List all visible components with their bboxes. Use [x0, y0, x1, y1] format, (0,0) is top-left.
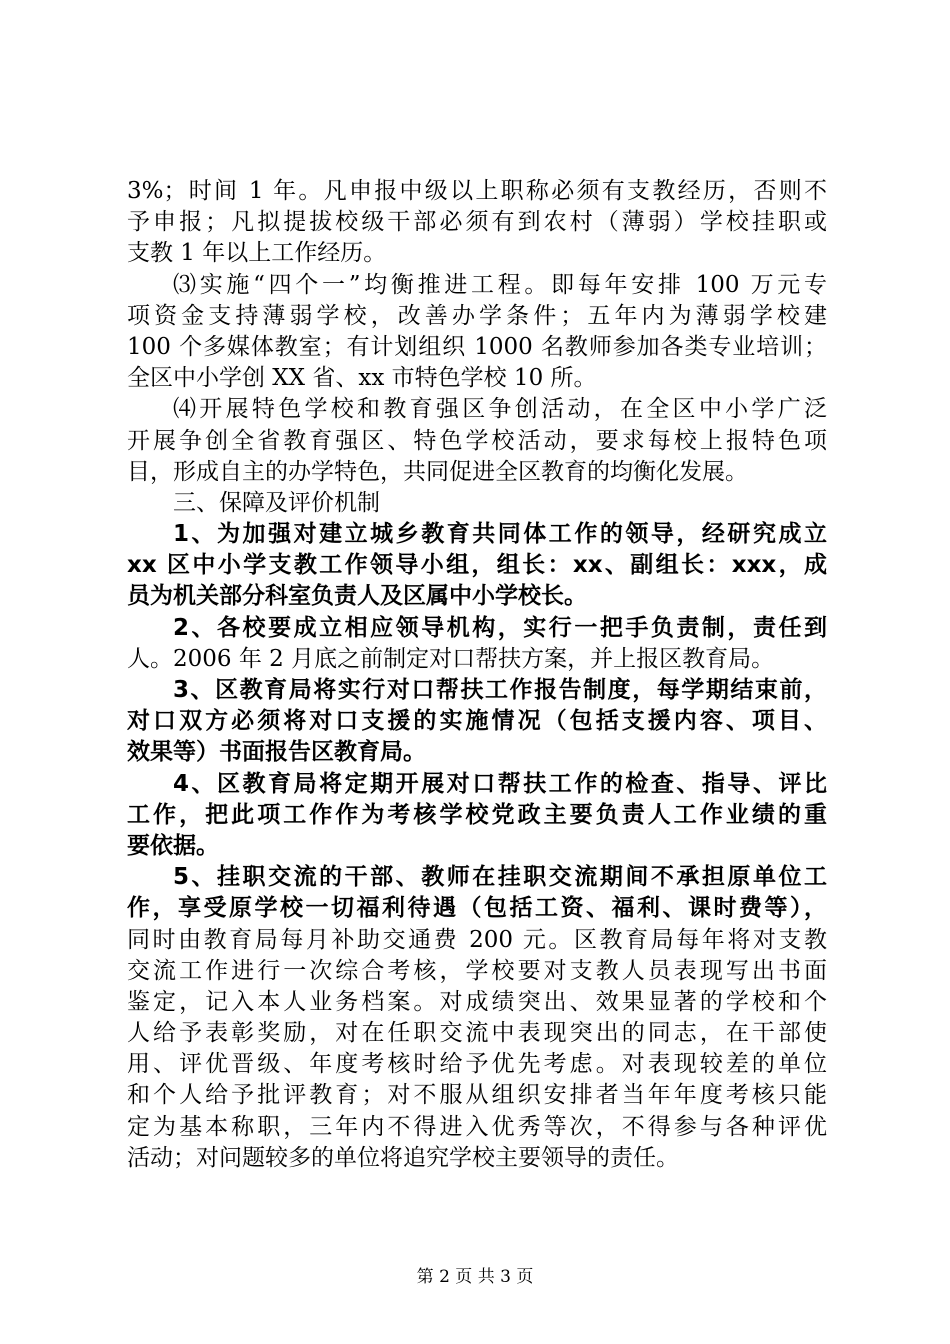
text-line: 同时由教育局每月补助交通费 200 元。区教育局每年将对支教 — [127, 926, 827, 953]
text-line: 和个人给予批评教育；对不服从组织安排者当年年度考核只能 — [127, 1082, 827, 1109]
text-line: 效果等）书面报告区教育局。 — [127, 739, 426, 766]
text-line: 开展争创全省教育强区、特色学校活动，要求每校上报特色项 — [127, 427, 827, 454]
text-line: 鉴定，记入本人业务档案。对成绩突出、效果显著的学校和个 — [127, 988, 827, 1015]
text-line: 要依据。 — [127, 832, 219, 859]
text-line: 交流工作进行一次综合考核，学校要对支教人员表现写出书面 — [127, 957, 827, 984]
text-line: 全区中小学创 XX 省、xx 市特色学校 10 所。 — [127, 365, 597, 392]
text-line: ⑶实施“四个一”均衡推进工程。即每年安排 100 万元专 — [173, 271, 827, 298]
text-line: xx 区中小学支教工作领导小组，组长：xx、副组长：xxx，成 — [127, 552, 827, 579]
text-line: 人。2006 年 2 月底之前制定对口帮扶方案，并上报区教育局。 — [127, 645, 775, 672]
text-line: 对口双方必须将对口支援的实施情况（包括支援内容、项目、 — [127, 708, 827, 735]
text-line: 作，享受原学校一切福利待遇（包括工资、福利、课时费等）， — [127, 895, 827, 922]
text-line: 项资金支持薄弱学校，改善办学条件；五年内为薄弱学校建 — [127, 302, 827, 329]
text-line: 3%；时间 1 年。凡申报中级以上职称必须有支教经历，否则不 — [127, 178, 827, 204]
text-line: 定为基本称职，三年内不得进入优秀等次，不得参与各种评优 — [127, 1113, 827, 1140]
text-line: 1、为加强对建立城乡教育共同体工作的领导，经研究成立 — [173, 521, 827, 548]
document-body — [127, 176, 827, 1174]
text-line: 100 个多媒体教室；有计划组织 1000 名教师参加各类专业培训； — [127, 333, 827, 360]
section-heading: 三、保障及评价机制 — [173, 489, 380, 516]
text-line: 活动；对问题较多的单位将追究学校主要领导的责任。 — [127, 1144, 679, 1171]
text-line: ⑷开展特色学校和教育强区争创活动，在全区中小学广泛 — [173, 396, 827, 423]
text-line: 支教 1 年以上工作经历。 — [127, 240, 387, 267]
text-line: 2、各校要成立相应领导机构，实行一把手负责制，责任到 — [173, 614, 827, 641]
text-line: 予申报；凡拟提拔校级干部必须有到农村（薄弱）学校挂职或 — [127, 209, 827, 236]
text-line: 用、评优晋级、年度考核时给予优先考虑。对表现较差的单位 — [127, 1051, 827, 1078]
text-line: 5、挂职交流的干部、教师在挂职交流期间不承担原单位工 — [173, 864, 827, 891]
text-line: 工作，把此项工作作为考核学校党政主要负责人工作业绩的重 — [127, 801, 827, 828]
text-line: 人给予表彰奖励，对在任职交流中表现突出的同志，在干部使 — [127, 1020, 827, 1047]
text-line: 4、区教育局将定期开展对口帮扶工作的检查、指导、评比 — [173, 770, 827, 797]
text-line: 3、区教育局将实行对口帮扶工作报告制度，每学期结束前， — [173, 677, 827, 703]
text-line: 员为机关部分科室负责人及区属中小学校长。 — [127, 583, 587, 610]
page-footer: 第 2 页 共 3 页 — [416, 1267, 534, 1287]
text-line: 目，形成自主的办学特色，共同促进全区教育的均衡化发展。 — [127, 458, 748, 485]
